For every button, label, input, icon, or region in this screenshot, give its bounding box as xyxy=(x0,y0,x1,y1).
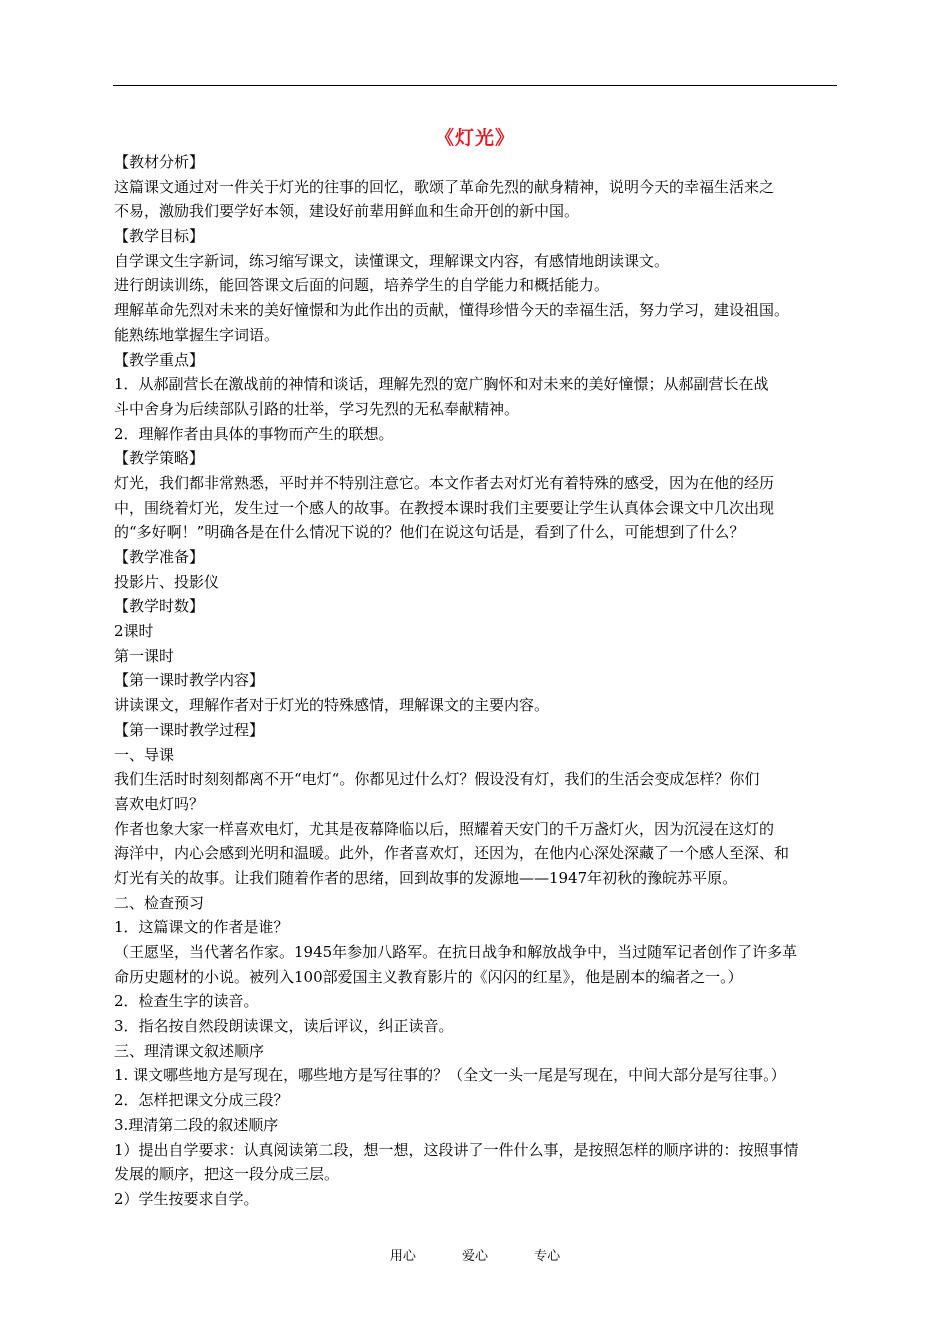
document-title: 《灯光》 xyxy=(434,127,515,149)
text-line: 作者也象大家一样喜欢电灯，尤其是夜幕降临以后，照耀着天安门的千万盏灯火，因为沉浸在这灯的 xyxy=(114,819,775,838)
text-line: 1）提出自学要求：认真阅读第二段，想一想，这段讲了一件什么事，是按照怎样的顺序讲的：按照事情 xyxy=(114,1140,799,1159)
text-line: 海洋中，内心会感到光明和温暖。此外，作者喜欢灯，还因为，在他内心深处深藏了一个感人至深、和 xyxy=(114,844,790,863)
text-line: 发展的顺序，把这一段分成三层。 xyxy=(114,1165,340,1184)
text-line: 【教材分析】 xyxy=(114,153,205,171)
text-line: 中，围绕着灯光，发生过一个感人的故事。在教授本课时我们主要要让学生认真体会课文中几次出现 xyxy=(114,498,775,517)
text-line: 【教学准备】 xyxy=(114,548,205,566)
text-line: 自学课文生字新词，练习缩写课文，读懂课文，理解课文内容，有感情地朗读课文。 xyxy=(114,251,670,270)
text-line: 三、理清课文叙述顺序 xyxy=(114,1041,265,1060)
text-line: 命历史题材的小说。被列入100部爱国主义教育影片的《闪闪的红星》，他是剧本的编者之一。） xyxy=(114,967,743,986)
text-line: 这篇课文通过对一件关于灯光的往事的回忆，歌颂了革命先烈的献身精神，说明今天的幸福生活来之 xyxy=(114,177,775,196)
text-line: 【第一课时教学过程】 xyxy=(114,720,265,739)
text-line: 2课时 xyxy=(114,622,154,641)
text-line: 理解革命先烈对未来的美好憧憬和为此作出的贡献，懂得珍惜今天的幸福生活，努力学习，建设祖国。 xyxy=(114,301,790,320)
text-line: 第一课时 xyxy=(114,646,175,665)
text-line: 斗中舍身为后续部队引路的壮举，学习先烈的无私奉献精神。 xyxy=(114,399,520,418)
page-footer xyxy=(0,1248,950,1266)
text-line: 不易，激励我们要学好本领，建设好前辈用鲜血和生命开创的新中国。 xyxy=(114,202,580,221)
text-line: 进行朗读训练，能回答课文后面的问题，培养学生的自学能力和概括能力。 xyxy=(114,276,610,295)
footer-item: 爱心 xyxy=(461,1249,488,1264)
text-line: 二、检查预习 xyxy=(114,893,205,912)
text-line: 2）学生按要求自学。 xyxy=(114,1189,259,1208)
footer-item: 专心 xyxy=(534,1249,561,1264)
text-line: 讲读课文，理解作者对于灯光的特殊感情，理解课文的主要内容。 xyxy=(114,696,550,715)
text-line: 3.理清第二段的叙述顺序 xyxy=(114,1115,279,1134)
text-line: 投影片、投影仪 xyxy=(114,572,220,591)
text-line: 3．指名按自然段朗读课文，读后评议，纠正读音。 xyxy=(114,1017,454,1036)
text-line: 【教学时数】 xyxy=(114,597,205,616)
text-line: 灯光有关的故事。让我们随着作者的思绪，回到故事的发源地——1947年初秋的豫皖苏平原。 xyxy=(114,868,738,887)
text-line: 【第一课时教学内容】 xyxy=(114,671,265,690)
text-line: （王愿坚，当代著名作家。1945年参加八路军。在抗日战争和解放战争中，当过随军记者创作了许多革 xyxy=(114,943,798,961)
header-rule xyxy=(113,85,837,86)
text-line: 1．从郝副营长在激战前的神情和谈话，理解先烈的宽广胸怀和对未来的美好憧憬；从郝副营长在战 xyxy=(114,375,769,394)
text-line: 【教学策略】 xyxy=(114,449,205,468)
text-line: 1．这篇课文的作者是谁？ xyxy=(114,918,289,937)
text-line: 喜欢电灯吗？ xyxy=(114,794,205,813)
text-line: 能熟练地掌握生字词语。 xyxy=(114,325,280,344)
document-body xyxy=(114,150,844,1212)
footer-item: 用心 xyxy=(389,1249,416,1264)
text-line: 一、导课 xyxy=(114,745,175,764)
text-line: 我们生活时时刻刻都离不开“电灯“。你都见过什么灯？假设没有灯，我们的生活会变成怎样？你们 xyxy=(114,770,760,789)
text-line: 2．理解作者由具体的事物而产生的联想。 xyxy=(114,424,394,443)
text-line: 【教学目标】 xyxy=(114,227,205,246)
text-line: 【教学重点】 xyxy=(114,350,205,369)
text-line: 2．检查生字的读音。 xyxy=(114,992,259,1011)
text-line: 1. 课文哪些地方是写现在，哪些地方是写往事的？（全文一头一尾是写现在，中间大部分是写往事。） xyxy=(114,1066,786,1085)
text-line: 2．怎样把课文分成三段？ xyxy=(114,1091,289,1110)
text-line: 的“多好啊！”明确各是在什么情况下说的？他们在说这句话是，看到了什么，可能想到了什么？ xyxy=(114,523,745,542)
text-line: 灯光，我们都非常熟悉，平时并不特别注意它。本文作者去对灯光有着特殊的感受，因为在他的经历 xyxy=(114,473,775,492)
